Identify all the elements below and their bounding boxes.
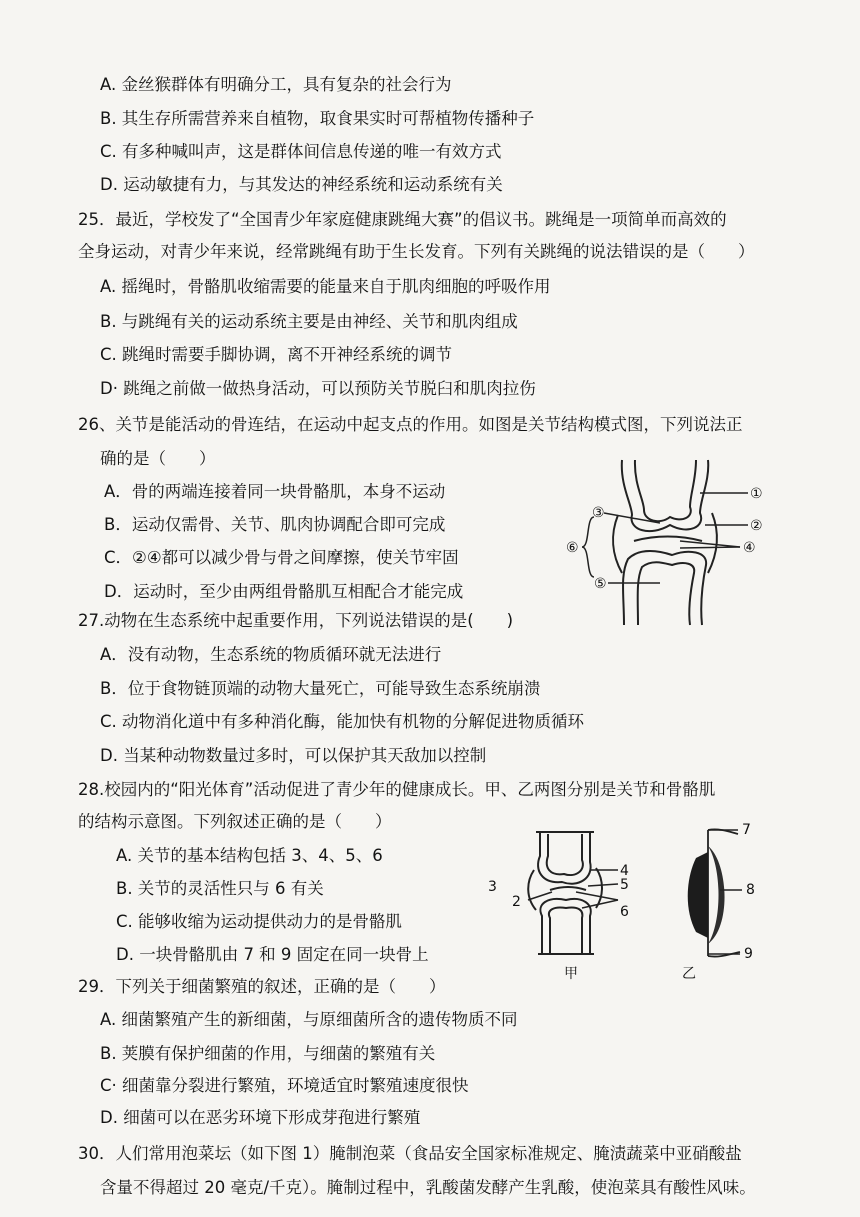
- q27-option-d: D. 当某种动物数量过多时，可以保护其天敌加以控制: [100, 746, 487, 765]
- q24-option-c: C. 有多种喊叫声，这是群体间信息传递的唯一有效方式: [100, 142, 502, 161]
- q24-option-a: A. 金丝猴群体有明确分工，具有复杂的社会行为: [100, 75, 452, 94]
- q30-stem-line2: 含量不得超过 20 毫克/千克）。腌制过程中，乳酸菌发酵产生乳酸，使泡菜具有酸性风味。: [100, 1178, 756, 1197]
- q26-label-2: ②: [750, 518, 763, 534]
- q28-muscle-diagram-yi: [668, 818, 778, 984]
- q28-jia-label-6: 6: [620, 904, 629, 920]
- q27-stem: 27.动物在生态系统中起重要作用，下列说法错误的是( ): [78, 611, 514, 630]
- q28-yi-label-9: 9: [744, 946, 753, 962]
- q28-yi-label-7: 7: [742, 822, 751, 838]
- q28-option-d: D. 一块骨骼肌由 7 和 9 固定在同一块骨上: [116, 945, 429, 964]
- q26-option-c: C．②④都可以减少骨与骨之间摩擦，使关节牢固: [104, 548, 459, 567]
- q28-option-c: C. 能够收缩为运动提供动力的是骨骼肌: [116, 912, 403, 931]
- q25-option-c: C. 跳绳时需要手脚协调，离不开神经系统的调节: [100, 345, 453, 364]
- q28-yi-caption: 乙: [682, 966, 696, 982]
- q29-option-a: A. 细菌繁殖产生的新细菌，与原细菌所含的遗传物质不同: [100, 1010, 518, 1029]
- q26-joint-diagram: [560, 455, 775, 630]
- q24-option-b: B. 其生存所需营养来自植物，取食果实时可帮植物传播种子: [100, 109, 535, 128]
- q25-stem-line1: 25．最近，学校发了“全国青少年家庭健康跳绳大赛”的倡议书。跳绳是一项简单而高效的: [78, 210, 727, 229]
- q29-option-d: D. 细菌可以在恶劣环境下形成芽孢进行繁殖: [100, 1108, 421, 1127]
- q26-option-a: A．骨的两端连接着同一块骨骼肌，本身不运动: [104, 482, 446, 501]
- q28-stem-line2: 的结构示意图。下列叙述正确的是（ ）: [78, 812, 392, 831]
- q26-label-3: ③: [592, 505, 605, 521]
- q29-option-c: C· 细菌靠分裂进行繁殖，环境适宜时繁殖速度很快: [100, 1076, 469, 1095]
- q26-label-1: ①: [750, 486, 763, 502]
- q28-stem-line1: 28.校园内的“阳光体育”活动促进了青少年的健康成长。甲、乙两图分别是关节和骨骼肌: [78, 780, 716, 799]
- q28-jia-label-4: 4: [620, 863, 629, 879]
- q25-option-d: D· 跳绳之前做一做热身活动，可以预防关节脱臼和肌肉拉伤: [100, 379, 536, 398]
- q26-option-d: D．运动时，至少由两组骨骼肌互相配合才能完成: [104, 582, 464, 601]
- q28-option-a: A. 关节的基本结构包括 3、4、5、6: [116, 846, 383, 865]
- q28-jia-caption: 甲: [564, 966, 578, 982]
- q26-label-5: ⑤: [594, 576, 607, 592]
- q29-option-b: B. 荚膜有保护细菌的作用，与细菌的繁殖有关: [100, 1044, 436, 1063]
- q30-stem-line1: 30．人们常用泡菜坛（如下图 1）腌制泡菜（食品安全国家标准规定、腌渍蔬菜中亚硝酸盐: [78, 1144, 742, 1163]
- q28-jia-label-2: 2: [512, 894, 521, 910]
- q27-option-c: C. 动物消化道中有多种消化酶，能加快有机物的分解促进物质循环: [100, 712, 585, 731]
- q27-option-b: B．位于食物链顶端的动物大量死亡，可能导致生态系统崩溃: [100, 679, 541, 698]
- q28-jia-label-3: 3: [488, 879, 497, 895]
- q28-jia-label-5: 5: [620, 877, 629, 893]
- q28-joint-diagram-jia: [478, 826, 648, 986]
- q29-stem: 29．下列关于细菌繁殖的叙述，正确的是（ ）: [78, 977, 446, 996]
- q26-stem-line1: 26、关节是能活动的骨连结，在运动中起支点的作用。如图是关节结构模式图，下列说法正: [78, 415, 743, 434]
- q25-stem-line2: 全身运动，对青少年来说，经常跳绳有助于生长发育。下列有关跳绳的说法错误的是（ ）: [78, 242, 755, 261]
- q24-option-d: D. 运动敏捷有力，与其发达的神经系统和运动系统有关: [100, 175, 503, 194]
- q26-stem-line2: 确的是（ ）: [100, 449, 216, 468]
- q27-option-a: A．没有动物，生态系统的物质循环就无法进行: [100, 645, 442, 664]
- q25-option-a: A. 摇绳时，骨骼肌收缩需要的能量来自于肌肉细胞的呼吸作用: [100, 277, 551, 296]
- q26-label-4: ④: [743, 540, 756, 556]
- q28-option-b: B. 关节的灵活性只与 6 有关: [116, 879, 324, 898]
- q26-option-b: B．运动仅需骨、关节、肌肉协调配合即可完成: [104, 515, 446, 534]
- q25-option-b: B. 与跳绳有关的运动系统主要是由神经、关节和肌肉组成: [100, 312, 518, 331]
- q26-label-6: ⑥: [566, 540, 579, 556]
- q28-yi-label-8: 8: [746, 882, 755, 898]
